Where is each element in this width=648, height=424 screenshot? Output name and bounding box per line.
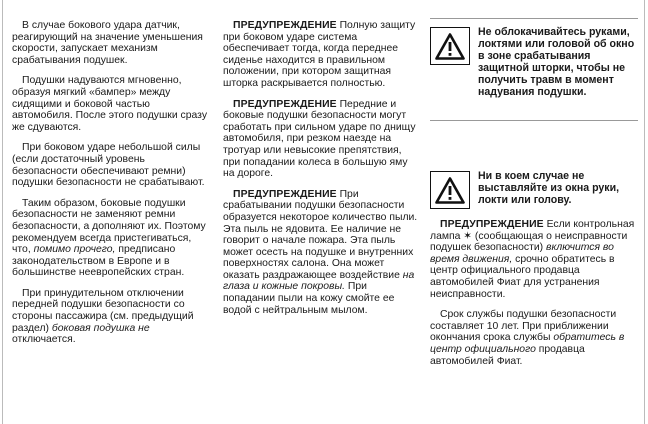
warning-dust: ПРЕДУПРЕЖДЕНИЕ При срабатывании подушки безопасности образуется некоторое количество пыли. Эта пыль не ядовита. Ее наличие не говорит о начале пожара. Эта пыль может осесть на подушке и внутренних поверхностях салона. Она может оказать раздражающее воздействие на глаза и кожные покровы. При попадании пыли на кожу смойте ее водой с нейтральным мылом. [223,188,418,316]
column-left [12,20,210,355]
warning-seat-position: ПРЕДУПРЕЖДЕНИЕ Полную защиту при боковом ударе система обеспечивает тогда, когда переднее сиденье находится в правильном положении, при котором защитная шторка раскрывается полностью. [223,20,416,89]
warning-box-window-leaning [430,26,638,98]
warning-triangle-icon [430,171,470,209]
warning-lamp-fault: ПРЕДУПРЕЖДЕНИЕ Если контрольная лампа ✶ (сообщающая о неисправности подушек безопасности) включится во время движения, срочно обратитесь в центр официального продавца автомобилей Фиат для устранения неисправности. [430,219,635,300]
divider-top [430,18,638,19]
warning-underbody-impact: ПРЕДУПРЕЖДЕНИЕ Передние и боковые подушки безопасности могут сработать при сильном ударе по днищу автомобиля, при резком наезде на тротуар или невысокие препятствия, при попадании колеса в большую яму на дороге. [223,98,416,180]
paragraph-bags-inflate: Подушки надуваются мгновенно, образуя мягкий «бампер» между сидящими и боковой частью автомобиля. После этого подушки сразу же сдуваются. [12,75,208,133]
warning-box-text: Ни в коем случае не выставляйте из окна руки, локти или голову. [478,170,620,206]
paragraph-forced-deactivation: При принудительном отключении передней подушки безопасности со стороны пассажира (см. предыдущий раздел) боковая подушка не отключается. [12,287,194,346]
column-right-lower [430,170,638,376]
page-edge-left [2,0,3,424]
paragraph-service-life: Срок службы подушки безопасности составляет 10 лет. При приближении окончания срока службы обратитесь в центр официального продавца автомобилей Фиат. [430,309,625,367]
divider-middle [430,120,638,121]
column-right-upper [430,26,638,98]
warning-box-text: Не облокачивайтесь руками, локтями или головой об окно в зоне срабатывания защитной шторки, чтобы не получить травм в момент надувания подушки. [478,26,635,98]
column-middle [223,20,419,325]
paragraph-minor-impact: При боковом ударе небольшой силы (если достаточный уровень безопасности обеспечивают ремни) подушки безопасности не срабатывают. [12,142,205,189]
warning-box-window-arms [430,170,638,209]
paragraph-seatbelt-advice: Таким образом, боковые подушки безопасности не заменяют ремни безопасности, а дополняют их. Поэтому рекомендуем всегда пристегиваться, что, помимо прочего, предписано законодательством в Европе и в большинстве неевропейских стран. [12,197,206,279]
paragraph-side-impact-sensor: В случае бокового удара датчик, реагирующий на значение уменьшения скорости, запускает механизм срабатывания подушек. [12,20,203,66]
airbag-warning-lamp-icon: ✶ [463,230,472,242]
page-edge-right [644,0,645,424]
warning-triangle-icon [430,27,470,65]
